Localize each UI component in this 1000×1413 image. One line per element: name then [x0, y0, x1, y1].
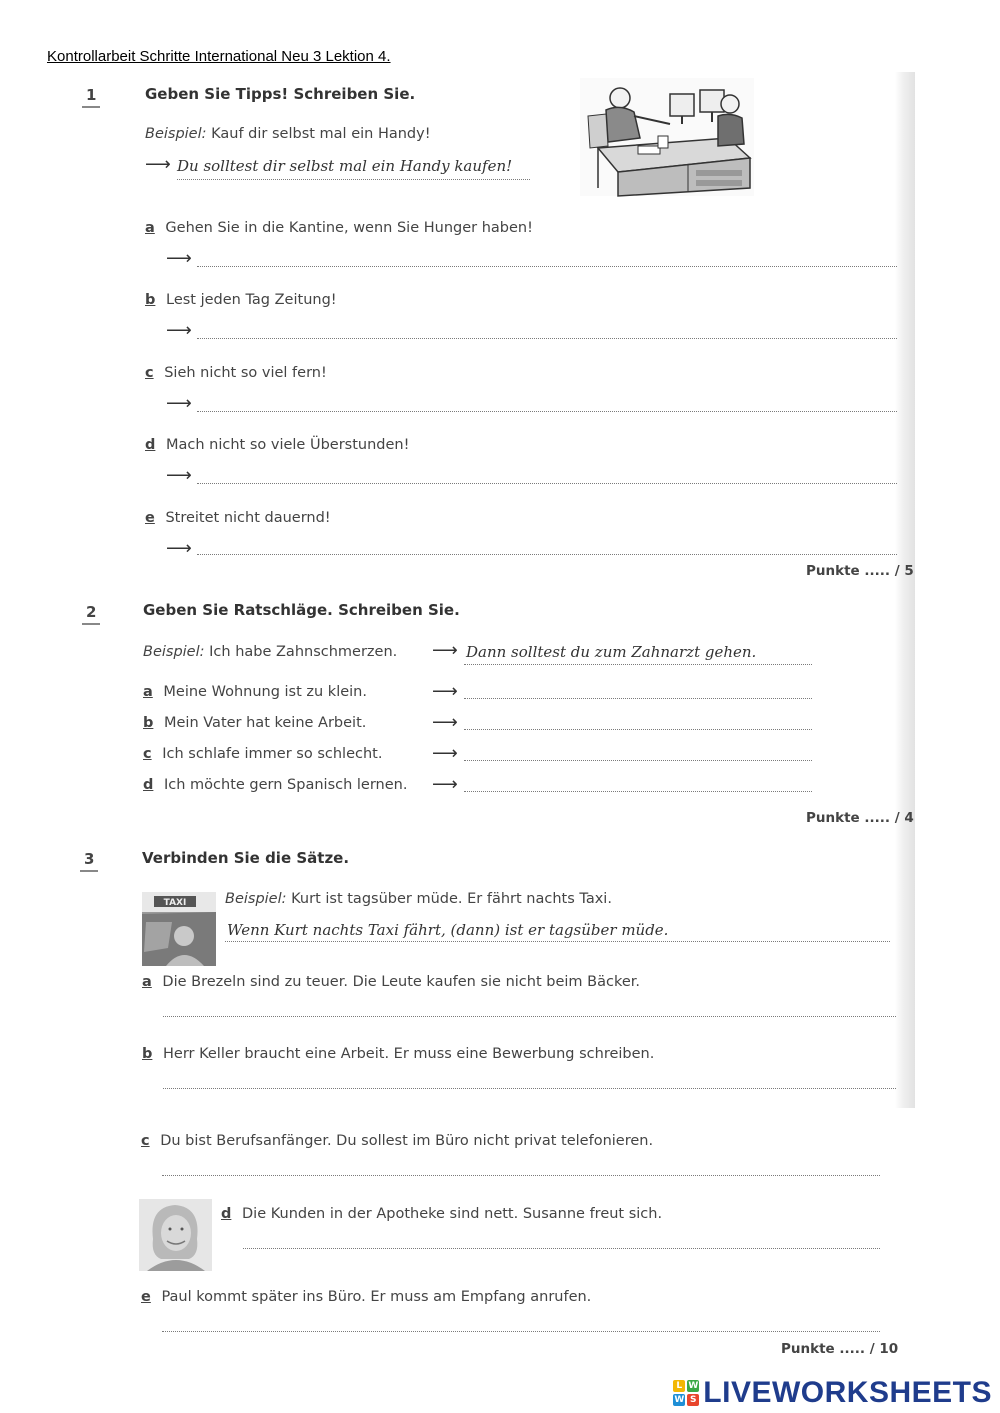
- section-3-item-e: [141, 1289, 591, 1305]
- office-workers-illustration: [578, 76, 756, 198]
- section-1-example-answer: Du solltest dir selbst mal ein Handy kaufen!: [177, 157, 513, 175]
- woman-portrait-photo: [139, 1199, 212, 1271]
- item-letter: c: [143, 746, 152, 762]
- answer-input-1e[interactable]: [197, 554, 897, 555]
- item-text: Streitet nicht dauernd!: [165, 510, 331, 526]
- item-text: Ich schlafe immer so schlecht.: [162, 746, 383, 762]
- item-letter: c: [141, 1133, 150, 1149]
- section-2-example-answer: Dann solltest du zum Zahnarzt gehen.: [466, 643, 757, 661]
- item-letter: b: [145, 292, 156, 308]
- arrow-icon: ⟶: [432, 712, 458, 733]
- section-3-example-answer: Wenn Kurt nachts Taxi fährt, (dann) ist er tagsüber müde.: [227, 921, 669, 939]
- item-letter: d: [143, 777, 154, 793]
- item-letter: c: [145, 365, 154, 381]
- section-3-item-a: [142, 974, 640, 990]
- logo-tile: L: [673, 1380, 685, 1392]
- item-text: Die Kunden in der Apotheke sind nett. Susanne freut sich.: [242, 1206, 663, 1222]
- answer-input-1a[interactable]: [197, 266, 897, 267]
- item-text: Paul kommt später ins Büro. Er muss am Empfang anrufen.: [161, 1289, 592, 1305]
- answer-input-3c[interactable]: [162, 1175, 880, 1176]
- example-label: Beispiel:: [145, 126, 207, 142]
- arrow-icon: ⟶: [166, 393, 192, 414]
- arrow-icon: ⟶: [166, 248, 192, 269]
- answer-input-1c[interactable]: [197, 411, 897, 412]
- logo-tile: S: [687, 1394, 699, 1406]
- section-2-item-b: [143, 715, 366, 731]
- logo-text: LIVEWORKSHEETS: [703, 1376, 992, 1409]
- item-text: Ich möchte gern Spanisch lernen.: [164, 777, 408, 793]
- answer-input-3e[interactable]: [162, 1331, 880, 1332]
- section-1-item-c: [145, 365, 327, 381]
- item-letter: a: [145, 220, 155, 236]
- taxi-driver-photo: [142, 892, 216, 966]
- section-1-item-e: [145, 510, 331, 526]
- taxi-sign-text: TAXI: [163, 898, 187, 908]
- section-3-number: 3: [80, 850, 98, 872]
- answer-input-3a[interactable]: [163, 1016, 896, 1017]
- arrow-icon: ⟶: [166, 320, 192, 341]
- item-letter: b: [143, 715, 154, 731]
- item-text: Mein Vater hat keine Arbeit.: [164, 715, 367, 731]
- logo-tile: W: [688, 1381, 699, 1391]
- section-3-item-c: [141, 1133, 653, 1149]
- document-title: Kontrollarbeit Schritte International Neu 3 Lektion 4.: [47, 48, 391, 65]
- answer-input-2b[interactable]: [464, 729, 812, 730]
- example-text: Kauf dir selbst mal ein Handy!: [211, 126, 431, 142]
- logo-tile: W: [674, 1395, 685, 1405]
- logo-mark-icon: [673, 1380, 699, 1406]
- item-letter: e: [145, 510, 155, 526]
- example-text: Kurt ist tagsüber müde. Er fährt nachts Taxi.: [291, 891, 612, 907]
- item-letter: e: [141, 1289, 151, 1305]
- section-2-number: 2: [82, 603, 100, 625]
- section-3-item-d: [221, 1206, 662, 1222]
- section-3-item-b: [142, 1046, 654, 1062]
- item-text: Sieh nicht so viel fern!: [164, 365, 327, 381]
- answer-line: [177, 179, 530, 180]
- arrow-icon: ⟶: [432, 681, 458, 702]
- arrow-icon: ⟶: [432, 774, 458, 795]
- example-label: Beispiel:: [225, 891, 287, 907]
- answer-input-2c[interactable]: [464, 760, 812, 761]
- item-text: Gehen Sie in die Kantine, wenn Sie Hunger haben!: [165, 220, 533, 236]
- example-text: Ich habe Zahnschmerzen.: [209, 644, 398, 660]
- arrow-icon: ⟶: [145, 154, 171, 175]
- section-3-points: Punkte ..... / 10: [781, 1341, 899, 1357]
- item-text: Mach nicht so viele Überstunden!: [166, 437, 410, 453]
- section-2-item-a: [143, 684, 367, 700]
- item-letter: a: [143, 684, 153, 700]
- answer-input-2a[interactable]: [464, 698, 812, 699]
- item-letter: d: [221, 1206, 232, 1222]
- answer-input-2d[interactable]: [464, 791, 812, 792]
- section-1-item-b: [145, 292, 337, 308]
- arrow-icon: ⟶: [432, 743, 458, 764]
- arrow-icon: ⟶: [432, 640, 458, 661]
- item-text: Die Brezeln sind zu teuer. Die Leute kaufen sie nicht beim Bäcker.: [162, 974, 640, 990]
- item-letter: a: [142, 974, 152, 990]
- section-1-example: [145, 126, 431, 142]
- item-text: Du bist Berufsanfänger. Du sollest im Büro nicht privat telefonieren.: [160, 1133, 654, 1149]
- answer-input-3d[interactable]: [243, 1248, 880, 1249]
- liveworksheets-logo: [673, 1376, 992, 1410]
- section-2-item-c: [143, 746, 382, 762]
- page-edge-shadow: [895, 72, 915, 1108]
- section-1-number: 1: [82, 86, 100, 108]
- section-3-title: Verbinden Sie die Sätze.: [142, 849, 350, 867]
- section-1-item-a: [145, 220, 533, 236]
- section-1-points: Punkte ..... / 5: [806, 563, 914, 579]
- item-text: Herr Keller braucht eine Arbeit. Er muss eine Bewerbung schreiben.: [163, 1046, 655, 1062]
- section-1-title: Geben Sie Tipps! Schreiben Sie.: [145, 85, 416, 103]
- section-3-example: [225, 891, 612, 907]
- section-2-example: [143, 644, 397, 660]
- item-text: Meine Wohnung ist zu klein.: [163, 684, 367, 700]
- item-text: Lest jeden Tag Zeitung!: [166, 292, 337, 308]
- section-2-points: Punkte ..... / 4: [806, 810, 914, 826]
- answer-input-1b[interactable]: [197, 338, 897, 339]
- answer-line: [225, 941, 890, 942]
- answer-input-1d[interactable]: [197, 483, 897, 484]
- answer-input-3b[interactable]: [163, 1088, 896, 1089]
- example-label: Beispiel:: [143, 644, 205, 660]
- section-2-title: Geben Sie Ratschläge. Schreiben Sie.: [143, 601, 460, 619]
- arrow-icon: ⟶: [166, 465, 192, 486]
- item-letter: d: [145, 437, 156, 453]
- item-letter: b: [142, 1046, 153, 1062]
- answer-line: [464, 664, 812, 665]
- section-1-item-d: [145, 437, 409, 453]
- arrow-icon: ⟶: [166, 538, 192, 559]
- section-2-item-d: [143, 777, 407, 793]
